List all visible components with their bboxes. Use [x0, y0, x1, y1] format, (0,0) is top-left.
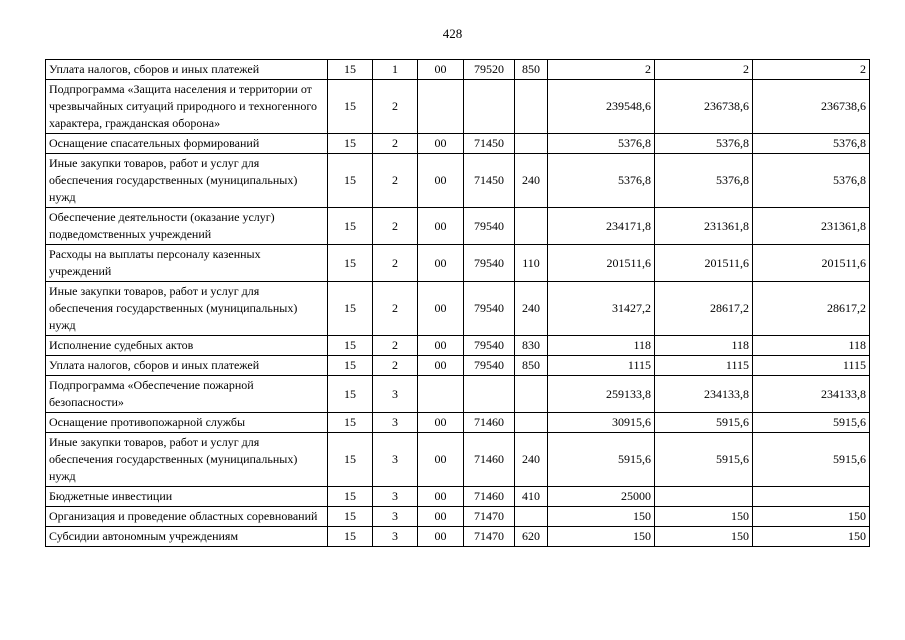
amount-year-3-cell: 118 — [753, 336, 870, 356]
subsection-code-cell — [418, 376, 464, 413]
amount-year-1-cell: 239548,6 — [548, 80, 655, 134]
section-code-cell: 1 — [373, 60, 418, 80]
section-code-cell: 2 — [373, 80, 418, 134]
table-row — [46, 487, 870, 507]
target-article-code-cell — [464, 80, 515, 134]
item-name-cell: Исполнение судебных актов — [46, 336, 328, 356]
ministry-code-cell: 15 — [328, 507, 373, 527]
expense-type-code-cell: 110 — [515, 245, 548, 282]
expense-type-code-cell — [515, 413, 548, 433]
expense-type-code-cell: 240 — [515, 282, 548, 336]
ministry-code-cell: 15 — [328, 413, 373, 433]
subsection-code-cell: 00 — [418, 507, 464, 527]
amount-year-2-cell: 5915,6 — [655, 413, 753, 433]
item-name-cell: Иные закупки товаров, работ и услуг для обеспечения государственных (муниципальных) нужд — [46, 282, 328, 336]
amount-year-2-cell: 1115 — [655, 356, 753, 376]
target-article-code-cell: 71470 — [464, 527, 515, 547]
table-row — [46, 507, 870, 527]
ministry-code-cell: 15 — [328, 80, 373, 134]
amount-year-2-cell — [655, 487, 753, 507]
item-name-cell: Организация и проведение областных соревнований — [46, 507, 328, 527]
target-article-code-cell: 79520 — [464, 60, 515, 80]
amount-year-2-cell: 150 — [655, 527, 753, 547]
ministry-code-cell: 15 — [328, 356, 373, 376]
section-code-cell: 3 — [373, 413, 418, 433]
amount-year-3-cell: 28617,2 — [753, 282, 870, 336]
target-article-code-cell: 71460 — [464, 433, 515, 487]
amount-year-3-cell: 236738,6 — [753, 80, 870, 134]
amount-year-2-cell: 5376,8 — [655, 154, 753, 208]
expense-type-code-cell — [515, 134, 548, 154]
item-name-cell: Оснащение спасательных формирований — [46, 134, 328, 154]
expense-type-code-cell: 850 — [515, 60, 548, 80]
amount-year-3-cell: 201511,6 — [753, 245, 870, 282]
amount-year-3-cell: 5915,6 — [753, 413, 870, 433]
expense-type-code-cell: 620 — [515, 527, 548, 547]
amount-year-2-cell: 231361,8 — [655, 208, 753, 245]
item-name-cell: Иные закупки товаров, работ и услуг для обеспечения государственных (муниципальных) нужд — [46, 433, 328, 487]
amount-year-2-cell: 234133,8 — [655, 376, 753, 413]
amount-year-3-cell: 231361,8 — [753, 208, 870, 245]
ministry-code-cell: 15 — [328, 487, 373, 507]
subsection-code-cell: 00 — [418, 433, 464, 487]
amount-year-1-cell: 5376,8 — [548, 154, 655, 208]
ministry-code-cell: 15 — [328, 527, 373, 547]
section-code-cell: 2 — [373, 154, 418, 208]
section-code-cell: 2 — [373, 134, 418, 154]
subsection-code-cell: 00 — [418, 527, 464, 547]
amount-year-1-cell: 150 — [548, 527, 655, 547]
amount-year-2-cell: 118 — [655, 336, 753, 356]
ministry-code-cell: 15 — [328, 282, 373, 336]
section-code-cell: 3 — [373, 487, 418, 507]
amount-year-3-cell: 2 — [753, 60, 870, 80]
item-name-cell: Обеспечение деятельности (оказание услуг) подведомственных учреждений — [46, 208, 328, 245]
table-row — [46, 433, 870, 487]
item-name-cell: Подпрограмма «Защита населения и территории от чрезвычайных ситуаций природного и техногенного характера, гражданская оборона» — [46, 80, 328, 134]
ministry-code-cell: 15 — [328, 245, 373, 282]
amount-year-3-cell: 150 — [753, 507, 870, 527]
item-name-cell: Бюджетные инвестиции — [46, 487, 328, 507]
amount-year-3-cell: 150 — [753, 527, 870, 547]
expense-type-code-cell: 240 — [515, 154, 548, 208]
amount-year-2-cell: 236738,6 — [655, 80, 753, 134]
subsection-code-cell: 00 — [418, 134, 464, 154]
target-article-code-cell: 71470 — [464, 507, 515, 527]
item-name-cell: Иные закупки товаров, работ и услуг для обеспечения государственных (муниципальных) нужд — [46, 154, 328, 208]
amount-year-2-cell: 5376,8 — [655, 134, 753, 154]
amount-year-1-cell: 5376,8 — [548, 134, 655, 154]
expense-type-code-cell — [515, 376, 548, 413]
amount-year-3-cell — [753, 487, 870, 507]
table-row — [46, 245, 870, 282]
amount-year-1-cell: 201511,6 — [548, 245, 655, 282]
expense-type-code-cell — [515, 208, 548, 245]
amount-year-1-cell: 30915,6 — [548, 413, 655, 433]
ministry-code-cell: 15 — [328, 60, 373, 80]
section-code-cell: 2 — [373, 245, 418, 282]
ministry-code-cell: 15 — [328, 376, 373, 413]
item-name-cell: Уплата налогов, сборов и иных платежей — [46, 356, 328, 376]
amount-year-1-cell: 259133,8 — [548, 376, 655, 413]
table-row — [46, 413, 870, 433]
section-code-cell: 2 — [373, 356, 418, 376]
target-article-code-cell: 79540 — [464, 336, 515, 356]
ministry-code-cell: 15 — [328, 208, 373, 245]
section-code-cell: 2 — [373, 282, 418, 336]
page-number: 428 — [442, 26, 463, 41]
target-article-code-cell: 71450 — [464, 134, 515, 154]
amount-year-2-cell: 2 — [655, 60, 753, 80]
expense-type-code-cell — [515, 507, 548, 527]
amount-year-1-cell: 118 — [548, 336, 655, 356]
ministry-code-cell: 15 — [328, 154, 373, 208]
section-code-cell: 3 — [373, 527, 418, 547]
amount-year-2-cell: 201511,6 — [655, 245, 753, 282]
table-row — [46, 208, 870, 245]
subsection-code-cell: 00 — [418, 282, 464, 336]
table-row — [46, 527, 870, 547]
item-name-cell: Уплата налогов, сборов и иных платежей — [46, 60, 328, 80]
amount-year-1-cell: 150 — [548, 507, 655, 527]
expense-type-code-cell: 850 — [515, 356, 548, 376]
target-article-code-cell: 79540 — [464, 245, 515, 282]
table-row — [46, 60, 870, 80]
amount-year-1-cell: 5915,6 — [548, 433, 655, 487]
target-article-code-cell: 71460 — [464, 413, 515, 433]
ministry-code-cell: 15 — [328, 433, 373, 487]
expense-type-code-cell: 240 — [515, 433, 548, 487]
amount-year-3-cell: 1115 — [753, 356, 870, 376]
subsection-code-cell: 00 — [418, 208, 464, 245]
expense-type-code-cell: 410 — [515, 487, 548, 507]
section-code-cell: 3 — [373, 507, 418, 527]
subsection-code-cell: 00 — [418, 336, 464, 356]
amount-year-2-cell: 150 — [655, 507, 753, 527]
expense-type-code-cell — [515, 80, 548, 134]
amount-year-1-cell: 2 — [548, 60, 655, 80]
table-row — [46, 154, 870, 208]
amount-year-3-cell: 234133,8 — [753, 376, 870, 413]
target-article-code-cell: 79540 — [464, 282, 515, 336]
table-row — [46, 336, 870, 356]
table-row — [46, 376, 870, 413]
table-row — [46, 134, 870, 154]
subsection-code-cell: 00 — [418, 356, 464, 376]
table-row — [46, 282, 870, 336]
amount-year-1-cell: 1115 — [548, 356, 655, 376]
target-article-code-cell: 71460 — [464, 487, 515, 507]
subsection-code-cell: 00 — [418, 60, 464, 80]
target-article-code-cell: 71450 — [464, 154, 515, 208]
ministry-code-cell: 15 — [328, 336, 373, 356]
amount-year-2-cell: 28617,2 — [655, 282, 753, 336]
subsection-code-cell — [418, 80, 464, 134]
amount-year-3-cell: 5376,8 — [753, 154, 870, 208]
item-name-cell: Расходы на выплаты персоналу казенных учреждений — [46, 245, 328, 282]
expense-type-code-cell: 830 — [515, 336, 548, 356]
amount-year-1-cell: 234171,8 — [548, 208, 655, 245]
section-code-cell: 3 — [373, 433, 418, 487]
target-article-code-cell: 79540 — [464, 356, 515, 376]
table-row — [46, 80, 870, 134]
target-article-code-cell — [464, 376, 515, 413]
item-name-cell: Оснащение противопожарной службы — [46, 413, 328, 433]
subsection-code-cell: 00 — [418, 154, 464, 208]
item-name-cell: Подпрограмма «Обеспечение пожарной безопасности» — [46, 376, 328, 413]
section-code-cell: 2 — [373, 208, 418, 245]
amount-year-2-cell: 5915,6 — [655, 433, 753, 487]
table-row — [46, 356, 870, 376]
subsection-code-cell: 00 — [418, 487, 464, 507]
amount-year-1-cell: 31427,2 — [548, 282, 655, 336]
target-article-code-cell: 79540 — [464, 208, 515, 245]
subsection-code-cell: 00 — [418, 413, 464, 433]
ministry-code-cell: 15 — [328, 134, 373, 154]
section-code-cell: 3 — [373, 376, 418, 413]
amount-year-1-cell: 25000 — [548, 487, 655, 507]
amount-year-3-cell: 5915,6 — [753, 433, 870, 487]
budget-table — [45, 59, 870, 547]
subsection-code-cell: 00 — [418, 245, 464, 282]
item-name-cell: Субсидии автономным учреждениям — [46, 527, 328, 547]
section-code-cell: 2 — [373, 336, 418, 356]
amount-year-3-cell: 5376,8 — [753, 134, 870, 154]
